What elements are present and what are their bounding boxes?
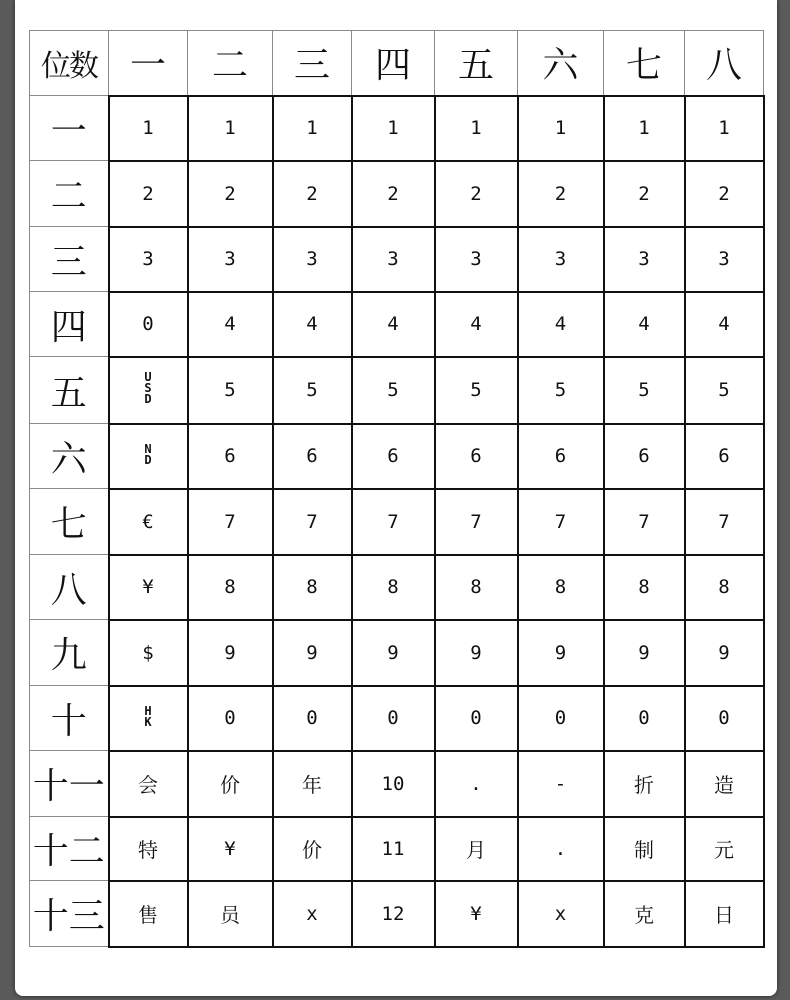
table-cell: 1 — [604, 96, 685, 161]
table-cell: 6 — [435, 424, 518, 489]
table-cell: 1 — [685, 96, 764, 161]
table-cell: 1 — [352, 96, 435, 161]
row-header: 四 — [30, 292, 109, 357]
table-cell: 6 — [273, 424, 352, 489]
table-cell: 3 — [518, 227, 604, 292]
table-cell: 8 — [435, 555, 518, 620]
table-cell: 12 — [352, 881, 435, 947]
table-cell: 9 — [188, 620, 273, 686]
table-cell: 10 — [352, 751, 435, 817]
table-cell — [109, 686, 188, 751]
table-cell: 价 — [273, 817, 352, 881]
table-row — [30, 817, 764, 881]
table-row — [30, 161, 764, 227]
table-cell: 员 — [188, 881, 273, 947]
table-cell: 4 — [435, 292, 518, 357]
column-header: 三 — [273, 31, 352, 96]
table-cell: 0 — [109, 292, 188, 357]
row-header: 十三 — [30, 881, 109, 947]
table-cell: 5 — [352, 357, 435, 424]
table-cell: 8 — [188, 555, 273, 620]
table-cell: 3 — [604, 227, 685, 292]
table-row — [30, 751, 764, 817]
table-row — [30, 620, 764, 686]
table-cell: 3 — [109, 227, 188, 292]
table-cell: 特 — [109, 817, 188, 881]
column-header: 八 — [685, 31, 764, 96]
table-cell: 8 — [352, 555, 435, 620]
table-cell: 5 — [188, 357, 273, 424]
table-cell: 5 — [435, 357, 518, 424]
table-cell: 售 — [109, 881, 188, 947]
table-cell: 7 — [273, 489, 352, 555]
table-cell: 9 — [435, 620, 518, 686]
table-cell: 1 — [188, 96, 273, 161]
table-cell: 8 — [273, 555, 352, 620]
table-row — [30, 881, 764, 947]
row-header: 六 — [30, 424, 109, 489]
table-cell: 0 — [604, 686, 685, 751]
table-cell: 5 — [604, 357, 685, 424]
table-cell: 4 — [604, 292, 685, 357]
row-header: 十 — [30, 686, 109, 751]
table-cell: 11 — [352, 817, 435, 881]
table-cell: 0 — [188, 686, 273, 751]
row-header: 九 — [30, 620, 109, 686]
table-cell: 2 — [435, 161, 518, 227]
table-cell: 3 — [188, 227, 273, 292]
row-header: 二 — [30, 161, 109, 227]
table-cell: 0 — [685, 686, 764, 751]
table-cell: 6 — [685, 424, 764, 489]
table-cell: 7 — [352, 489, 435, 555]
table-cell: 1 — [435, 96, 518, 161]
corner-header: 位数 — [30, 31, 109, 96]
row-header: 一 — [30, 96, 109, 161]
table-cell: 元 — [685, 817, 764, 881]
table-cell: 8 — [604, 555, 685, 620]
table-cell: 折 — [604, 751, 685, 817]
table-row — [30, 489, 764, 555]
table-cell: 7 — [188, 489, 273, 555]
table-cell: 5 — [518, 357, 604, 424]
table-cell: 8 — [518, 555, 604, 620]
table-cell: 0 — [352, 686, 435, 751]
table-cell: 4 — [518, 292, 604, 357]
row-header: 八 — [30, 555, 109, 620]
table-cell: 2 — [109, 161, 188, 227]
table-cell: x — [518, 881, 604, 947]
column-header: 一 — [109, 31, 188, 96]
table-row — [30, 227, 764, 292]
table-cell: ¥ — [188, 817, 273, 881]
table-cell: 0 — [518, 686, 604, 751]
table-cell: 3 — [435, 227, 518, 292]
table-cell: 制 — [604, 817, 685, 881]
table-row — [30, 686, 764, 751]
table-cell: ¥ — [435, 881, 518, 947]
column-header: 七 — [604, 31, 685, 96]
column-header: 五 — [435, 31, 518, 96]
table-row — [30, 357, 764, 424]
table-cell: 1 — [109, 96, 188, 161]
table-cell: 7 — [518, 489, 604, 555]
table-cell: . — [518, 817, 604, 881]
stacked-cell-text: ND — [144, 441, 152, 467]
table-cell: 9 — [352, 620, 435, 686]
table-cell: x — [273, 881, 352, 947]
table-cell: 3 — [685, 227, 764, 292]
table-cell: 2 — [188, 161, 273, 227]
table-cell: . — [435, 751, 518, 817]
table-cell: 8 — [685, 555, 764, 620]
table-row — [30, 424, 764, 489]
table-cell: 6 — [188, 424, 273, 489]
table-body — [30, 96, 764, 947]
table-row — [30, 292, 764, 357]
row-header: 十二 — [30, 817, 109, 881]
table-cell: 3 — [352, 227, 435, 292]
table-cell: 造 — [685, 751, 764, 817]
table-cell: 2 — [352, 161, 435, 227]
table-cell: € — [109, 489, 188, 555]
table-cell: 4 — [685, 292, 764, 357]
table-cell: 1 — [518, 96, 604, 161]
table-cell — [109, 357, 188, 424]
row-header: 五 — [30, 357, 109, 424]
table-cell: 4 — [352, 292, 435, 357]
table-cell: 2 — [685, 161, 764, 227]
table-cell: 0 — [435, 686, 518, 751]
table-cell: 克 — [604, 881, 685, 947]
table-cell: 2 — [273, 161, 352, 227]
stacked-cell-text: USD — [144, 370, 152, 406]
table-row — [30, 96, 764, 161]
table-cell: 年 — [273, 751, 352, 817]
table-cell: 5 — [685, 357, 764, 424]
digit-character-table — [29, 30, 765, 948]
table-cell: 2 — [518, 161, 604, 227]
table-cell: 7 — [685, 489, 764, 555]
table-cell: 9 — [518, 620, 604, 686]
table-cell: 6 — [518, 424, 604, 489]
table-cell: 9 — [273, 620, 352, 686]
column-header: 二 — [188, 31, 273, 96]
table-cell: 价 — [188, 751, 273, 817]
header-row — [30, 31, 764, 96]
table-cell: 9 — [685, 620, 764, 686]
stacked-cell-text: HK — [144, 703, 152, 729]
column-header: 六 — [518, 31, 604, 96]
table-cell: - — [518, 751, 604, 817]
table-cell: 4 — [188, 292, 273, 357]
table-cell: 5 — [273, 357, 352, 424]
table-cell: 7 — [435, 489, 518, 555]
table-cell: 9 — [604, 620, 685, 686]
document-page — [15, 0, 777, 996]
table-cell: $ — [109, 620, 188, 686]
table-cell: ¥ — [109, 555, 188, 620]
table-cell: 0 — [273, 686, 352, 751]
table-cell: 6 — [352, 424, 435, 489]
row-header: 七 — [30, 489, 109, 555]
table-cell — [109, 424, 188, 489]
column-header: 四 — [352, 31, 435, 96]
table-cell: 2 — [604, 161, 685, 227]
table-cell: 6 — [604, 424, 685, 489]
table-cell: 日 — [685, 881, 764, 947]
table-row — [30, 555, 764, 620]
table-cell: 1 — [273, 96, 352, 161]
table-cell: 月 — [435, 817, 518, 881]
table-cell: 会 — [109, 751, 188, 817]
row-header: 十一 — [30, 751, 109, 817]
table-cell: 4 — [273, 292, 352, 357]
table-cell: 3 — [273, 227, 352, 292]
row-header: 三 — [30, 227, 109, 292]
table-cell: 7 — [604, 489, 685, 555]
